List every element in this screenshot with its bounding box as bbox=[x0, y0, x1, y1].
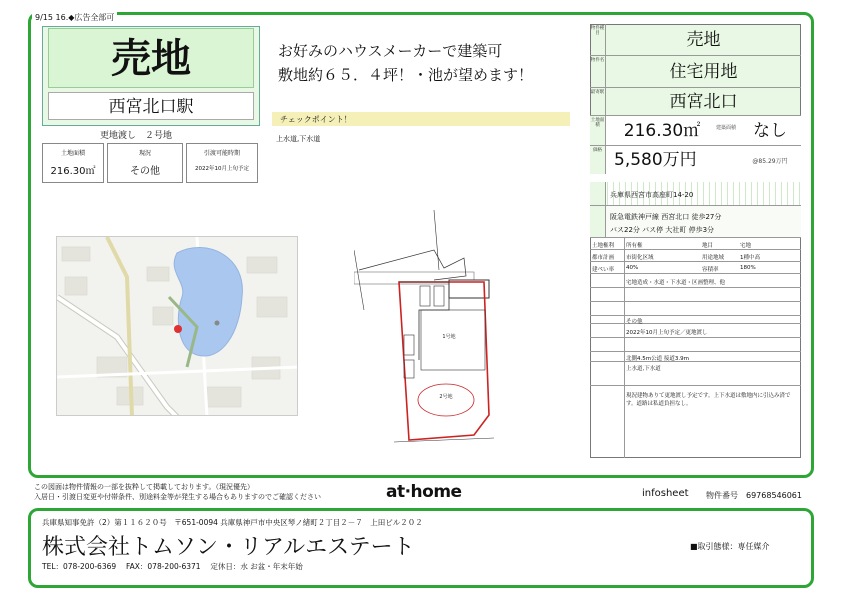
info-box-status-value: その他 bbox=[130, 166, 160, 177]
company-tel: TEL：078-200-6369 FAX：078-200-6371 定休日：水 お盆・年末年始 bbox=[42, 562, 303, 571]
summary-type-row bbox=[590, 24, 801, 56]
details-address-row bbox=[590, 182, 801, 206]
details-row-plan bbox=[590, 250, 801, 262]
summary-usage-row bbox=[590, 56, 801, 88]
footer-note-2: 入居日・引渡日変更や付帯条件、別途料金等が発生する場合もありますのでご確認ください bbox=[34, 493, 321, 501]
details-row-road bbox=[590, 352, 801, 362]
details-traffic-row bbox=[590, 206, 801, 238]
details-grid bbox=[590, 238, 801, 458]
details-row-facility-value: 上水道,下水道 bbox=[626, 366, 661, 372]
info-box-delivery-label: 引渡可能時期 bbox=[203, 150, 240, 157]
info-box-delivery-value: 2022年10月上旬予定 bbox=[195, 166, 249, 172]
site-plan-graphic bbox=[354, 210, 520, 450]
company-license: 兵庫県知事免許（2）第１１６２０号 〒651-0094 兵庫県神戸市中央区琴ノ緒町２丁目２－７ 上田ビル２０２ bbox=[42, 518, 423, 527]
summary-usage-label: 物件名 bbox=[590, 56, 606, 87]
details-row-plan-k1: 都市計画 bbox=[592, 255, 615, 261]
area-map bbox=[56, 236, 298, 416]
details-row-rights-k2: 地目 bbox=[702, 243, 714, 249]
info-box-area bbox=[42, 143, 104, 183]
summary-area-value: 216.30㎡ bbox=[623, 121, 701, 141]
site-plan bbox=[354, 210, 520, 450]
info-box-delivery bbox=[186, 143, 258, 183]
details-row-ratio-k2: 容積率 bbox=[702, 267, 719, 273]
details-row-empty1 bbox=[590, 288, 801, 302]
summary-price-label: 価格 bbox=[590, 146, 606, 174]
details-remarks-text: 現況建物ありて更地渡し予定です。上下水道は敷地内に引込み済です。道路は私道負担なし。 bbox=[626, 393, 791, 407]
athome-logo: at·home bbox=[386, 482, 462, 502]
details-row-ratio-v2: 180% bbox=[740, 265, 756, 271]
summary-station-row bbox=[590, 88, 801, 116]
info-box-area-label: 土地面積 bbox=[60, 150, 85, 157]
summary-area-label: 土地面積 bbox=[590, 116, 606, 145]
summary-area-side-value: なし bbox=[753, 121, 787, 141]
info-box-status-label: 現況 bbox=[138, 150, 151, 157]
details-row-ratio-k1: 建ぺい率 bbox=[592, 267, 615, 273]
summary-usage-value: 住宅用地 bbox=[669, 62, 738, 82]
details-row-plan-v2: 1種中高 bbox=[740, 255, 760, 261]
summary-area-side-label: 建築面積 bbox=[715, 125, 736, 131]
headline-line1: お好みのハウスメーカーで建築可 bbox=[278, 42, 503, 60]
summary-station-value: 西宮北口 bbox=[669, 92, 738, 112]
details-row-rights-v2: 宅地 bbox=[740, 243, 752, 249]
map-graphic bbox=[57, 237, 298, 416]
details-row-empty2 bbox=[590, 302, 801, 316]
summary-type-label: 物件種目 bbox=[590, 24, 606, 55]
top-meta: 9/15 16.◆広告全部可 bbox=[32, 12, 117, 23]
details-traffic-1: 阪急電鉄神戸線 西宮北口 徒歩27分 bbox=[610, 213, 722, 221]
company-broker: ■取引態様：専任媒介 bbox=[690, 542, 770, 551]
checkpoint-title: チェックポイント！ bbox=[280, 115, 352, 124]
delivery-label: 更地渡し ２号地 bbox=[100, 131, 173, 141]
details-address-label bbox=[590, 182, 606, 205]
infosheet-label: infosheet bbox=[642, 488, 689, 499]
info-box-area-value: 216.30㎡ bbox=[50, 166, 96, 177]
details-row-plan-k2: 用途地域 bbox=[702, 255, 725, 261]
details-row-facility bbox=[590, 362, 801, 386]
info-box-status bbox=[107, 143, 183, 183]
details-row-remarks bbox=[590, 386, 801, 458]
checkpoint-body: 上水道,下水道 bbox=[276, 135, 321, 143]
summary-price-row bbox=[590, 146, 801, 174]
summary-area-row bbox=[590, 116, 801, 146]
details-row-ratio-v1: 40% bbox=[626, 265, 639, 271]
type-label: 売地 bbox=[48, 28, 254, 88]
details-left-rule bbox=[624, 238, 625, 458]
details-row-empty3 bbox=[590, 338, 801, 352]
details-row-rights bbox=[590, 238, 801, 250]
summary-price-value: 5,580万円 bbox=[614, 150, 697, 170]
details-traffic-label bbox=[590, 206, 606, 237]
headline-line2: 敷地約６５．４坪！・池が望めます！ bbox=[278, 66, 534, 84]
details-address: 兵庫県西宮市高座町14-20 bbox=[610, 191, 694, 199]
details-traffic-2: バス22分 バス停 大社町 停歩3分 bbox=[610, 226, 715, 234]
property-number: 物件番号 69768546061 bbox=[706, 491, 802, 500]
details-row-restrictions-value: 宅地造成・水道・下水道・区画整理、他 bbox=[626, 280, 726, 286]
details-row-delivery bbox=[590, 324, 801, 338]
details-row-restrictions bbox=[590, 274, 801, 288]
details-row-other-value: その他 bbox=[626, 319, 643, 325]
details-row-delivery-value: 2022年10月上旬予定／更地渡し bbox=[626, 330, 708, 336]
details-row-road-value: 北側4.5m公道 接道3.9m bbox=[626, 356, 689, 362]
lot2-text: 2号地 bbox=[439, 394, 453, 400]
details-row-rights-v1: 所有権 bbox=[626, 243, 643, 249]
details-row-rights-k1: 土地権利 bbox=[592, 243, 615, 249]
lot1-text: 1号地 bbox=[442, 334, 456, 340]
details-row-other bbox=[590, 316, 801, 324]
summary-price-note: @85.29万円 bbox=[752, 158, 788, 165]
details-row-plan-v1: 市街化区域 bbox=[626, 255, 654, 261]
company-name: 株式会社トムソン・リアルエステート bbox=[42, 535, 415, 560]
footer-note-1: この図面は物件情報の一部を抜粋して掲載しております。（現況優先） bbox=[34, 483, 254, 491]
details-row-ratio bbox=[590, 262, 801, 274]
summary-station-label: 最寄駅 bbox=[590, 88, 606, 115]
station-label: 西宮北口駅 bbox=[48, 92, 254, 120]
summary-type-value: 売地 bbox=[686, 30, 721, 50]
